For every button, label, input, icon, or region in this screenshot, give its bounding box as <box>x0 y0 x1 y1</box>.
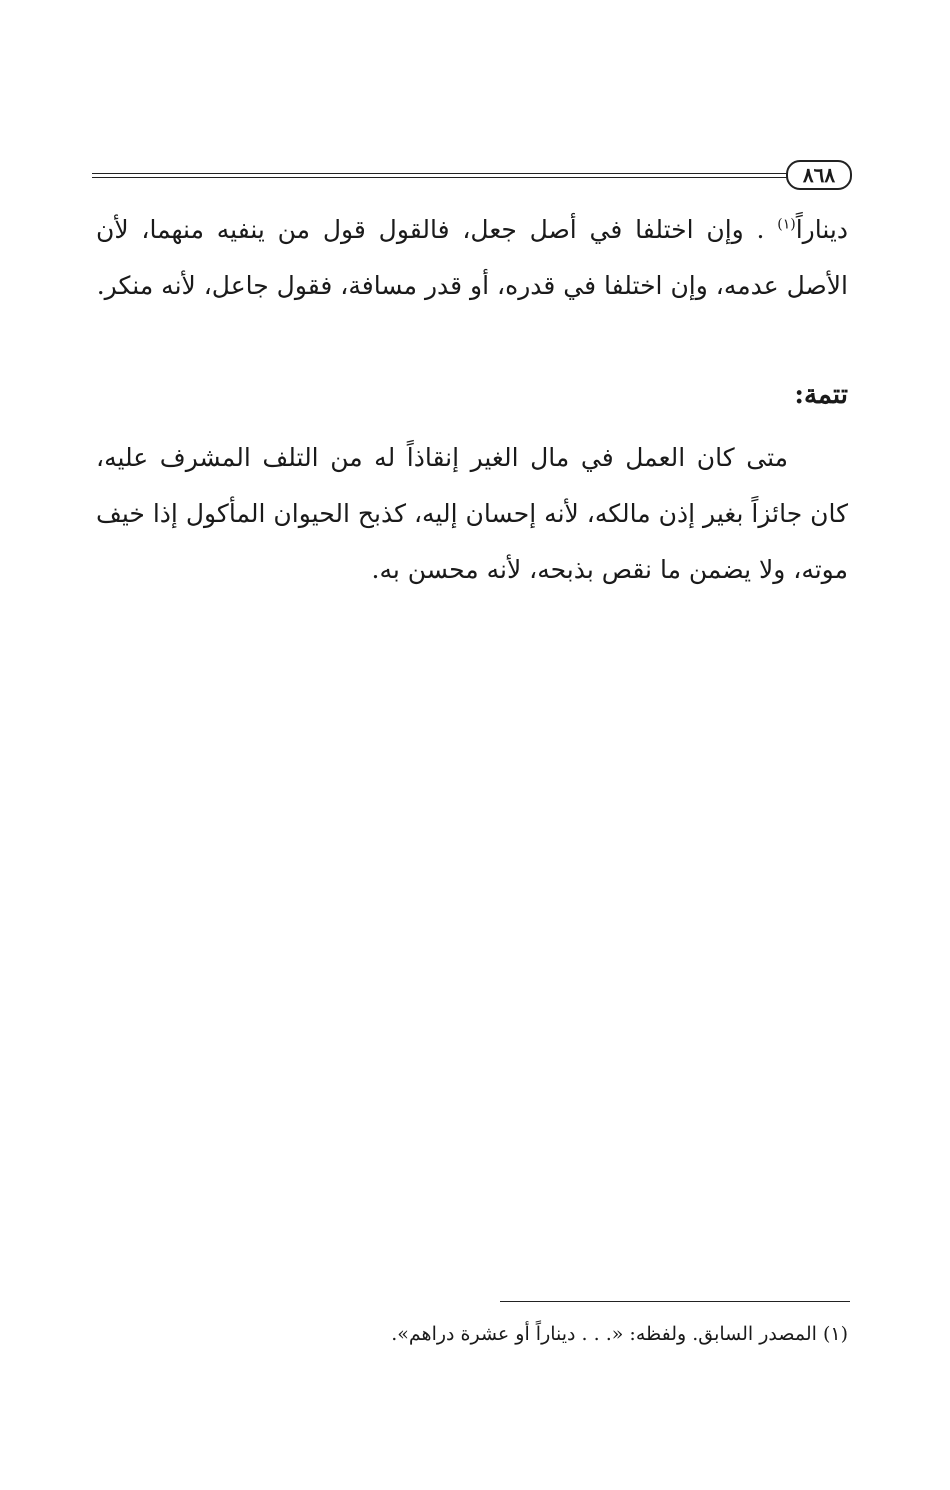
header-rule <box>92 173 792 178</box>
page-header <box>92 160 852 190</box>
footnote-separator <box>500 1301 850 1302</box>
paragraph-text-start: ديناراً <box>795 215 848 244</box>
section-heading: تتمة: <box>794 380 848 410</box>
page-number: ٨٦٨ <box>786 160 852 190</box>
section-paragraph: متى كان العمل في مال الغير إنقاذاً له من التلف المشرف عليه، كان جائزاً بغير إذن مالكه، لأنه إحسان إليه، كذبح الحيوان المأكول إذا خيف موته، ولا يضمن ما نقص بذبحه، لأنه محسن به. <box>96 443 848 584</box>
paragraph-text-rest: . وإن اختلفا في أصل جعل، فالقول قول من ينفيه منهما، لأن الأصل عدمه، وإن اختلفا في قدره، أو قدر مسافة، فقول جاعل، لأنه منكر. <box>96 215 848 300</box>
paragraph-continuation <box>96 202 848 314</box>
footnote-reference: (١) <box>777 216 796 233</box>
footnote: (١) المصدر السابق. ولفظه: «. . . ديناراً أو عشرة دراهم». <box>391 1323 848 1345</box>
